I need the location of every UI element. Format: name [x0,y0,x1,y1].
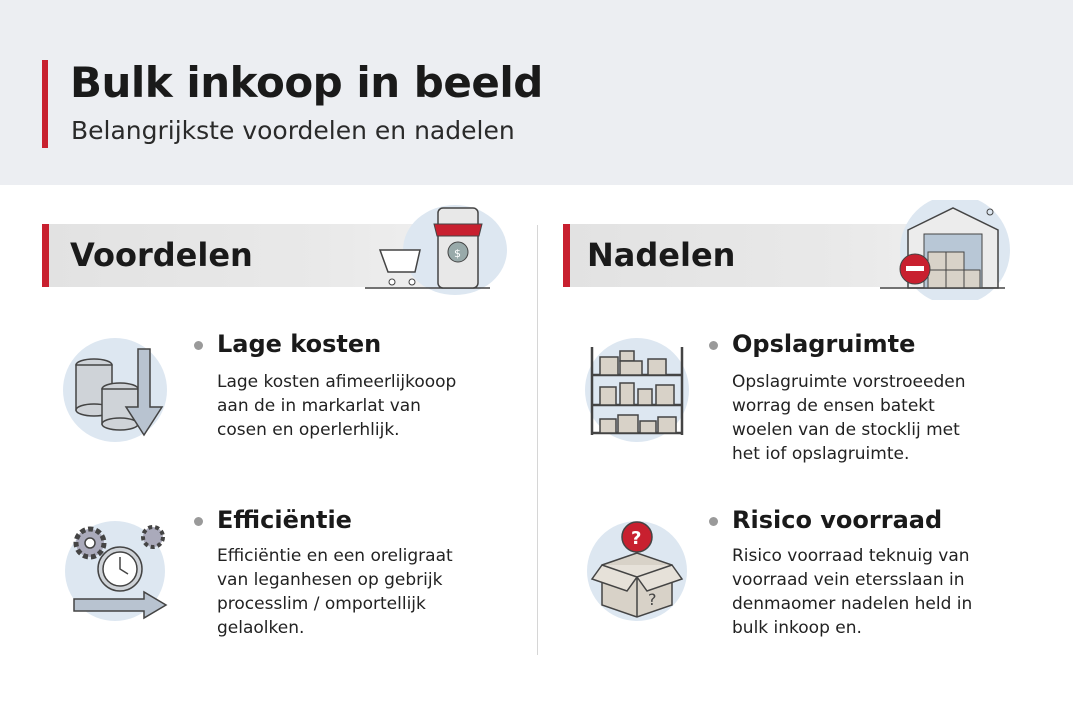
item-title: Opslagruimte [732,330,916,358]
bullet [194,341,203,350]
svg-text:?: ? [648,590,657,609]
shelves-boxes-icon [582,337,692,447]
item-description [217,544,507,640]
coins-down-arrow-icon [60,337,170,447]
bullet [709,341,718,350]
line: aan de in markarlat van [217,396,421,416]
line: Opslagruimte vorstroeeden [732,372,966,392]
accent-bar [42,60,48,148]
line: Risico voorraad teknuig van [732,546,970,566]
page-title: Bulk inkoop in beeld [70,58,543,107]
gears-clock-icon [60,513,170,623]
line: gelaolken. [217,618,305,638]
item-description [732,370,1022,466]
accent-bar [563,224,570,287]
bullet [709,517,718,526]
accent-bar [42,224,49,287]
line: woelen van de stocklij met [732,420,960,440]
item-title: Lage kosten [217,330,382,358]
box-question-icon [582,513,692,623]
shop-cart-icon [360,200,510,300]
line: cosen en operlerhlijk. [217,420,400,440]
section-title: Nadelen [587,236,736,274]
line: processlim / omportellijk [217,594,426,614]
section-title: Voordelen [70,236,253,274]
line: het iof opslagruimte. [732,444,910,464]
column-divider [537,225,538,655]
warehouse-minus-icon [880,200,1020,300]
line: Lage kosten afimeerlijkooop [217,372,457,392]
svg-text:$: $ [454,247,461,260]
item-description [217,370,507,442]
line: voorraad vein etersslaan in [732,570,965,590]
line: van leganhesen op gebrijk [217,570,443,590]
line: worrag de ensen batekt [732,396,935,416]
line: Efficiëntie en een oreligraat [217,546,453,566]
svg-text:?: ? [631,528,642,549]
bullet [194,517,203,526]
item-description [732,544,1022,640]
item-title: Efficiëntie [217,506,352,534]
line: denmaomer nadelen held in [732,594,973,614]
item-title: Risico voorraad [732,506,943,534]
header-band [0,0,1073,185]
line: bulk inkoop en. [732,618,862,638]
page-subtitle: Belangrijkste voordelen en nadelen [71,116,515,145]
